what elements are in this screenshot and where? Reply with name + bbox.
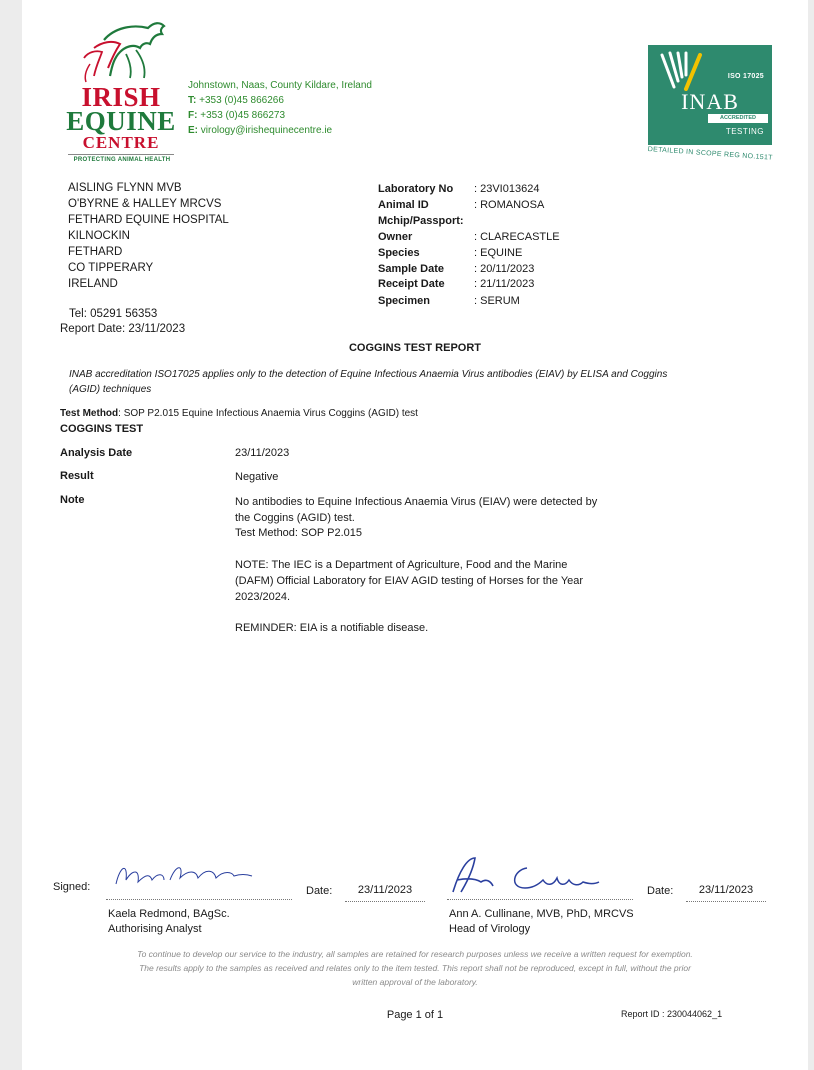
signatory-right-name: Ann A. Cullinane, MVB, PhD, MRCVS xyxy=(449,908,634,920)
address-line: FETHARD xyxy=(68,246,123,258)
contact-tel-row xyxy=(188,93,372,108)
lab-detail-value: : 23VI013624 xyxy=(474,183,540,195)
lab-detail-label: Specimen xyxy=(378,295,430,307)
contact-fax: +353 (0)45 866273 xyxy=(200,110,286,121)
contact-email-row xyxy=(188,123,372,138)
report-date: Report Date: 23/11/2023 xyxy=(60,323,186,335)
lab-detail-value: : ROMANOSA xyxy=(474,199,545,211)
inab-iso-label: ISO 17025 xyxy=(727,73,764,80)
dafm-note-line: NOTE: The IEC is a Department of Agriculture, Food and the Marine xyxy=(235,559,568,571)
disclaimer-line: To continue to develop our service to the industry, all samples are retained for research purposes unless we receive a written request for exemption. xyxy=(137,949,693,959)
test-method-label: Test Method xyxy=(60,408,119,419)
recipient-tel: Tel: 05291 56353 xyxy=(69,308,158,320)
logo-tagline: PROTECTING ANIMAL HEALTH xyxy=(73,157,171,163)
signature-left xyxy=(106,856,292,900)
inab-testing-label: TESTING xyxy=(725,127,764,136)
signed-label: Signed: xyxy=(53,881,91,893)
lab-detail-label: Mchip/Passport: xyxy=(378,215,464,227)
signatory-left-name: Kaela Redmond, BAgSc. xyxy=(108,908,230,920)
lab-detail-row xyxy=(378,277,560,292)
signature-right xyxy=(447,852,633,900)
irish-equine-centre-logo xyxy=(66,18,206,168)
test-method-line xyxy=(60,407,418,421)
result-value: Negative xyxy=(235,471,279,483)
report-id: Report ID : 230044062_1 xyxy=(621,1009,723,1019)
lab-detail-row xyxy=(378,197,560,213)
report-page xyxy=(22,0,808,1070)
contact-tel: +353 (0)45 866266 xyxy=(199,95,284,106)
analysis-date-label: Analysis Date xyxy=(60,447,133,459)
address-line: FETHARD EQUINE HOSPITAL xyxy=(68,214,229,226)
section-title: COGGINS TEST xyxy=(60,423,144,435)
reminder-text: REMINDER: EIA is a notifiable disease. xyxy=(235,622,429,634)
lab-detail-row xyxy=(378,181,560,197)
lab-detail-label: Receipt Date xyxy=(378,278,445,290)
inab-badge-box xyxy=(648,45,772,145)
accreditation-note: INAB accreditation ISO17025 applies only to the detection of Equine Infectious Anaemia Virus antibodies (EIAV) by ELISA and Coggins (AGID) techniques xyxy=(69,369,668,395)
logo-word-irish: IRISH xyxy=(81,82,161,112)
logo-word-equine: EQUINE xyxy=(66,106,176,136)
horse-logo-icon xyxy=(66,18,176,84)
signatory-right xyxy=(449,907,634,937)
logo-divider xyxy=(68,154,174,155)
lab-detail-value: : EQUINE xyxy=(474,247,523,259)
sign-date-right: 23/11/2023 xyxy=(686,883,766,902)
note-text xyxy=(235,495,597,542)
footer-disclaimer xyxy=(22,947,808,989)
disclaimer-line: The results apply to the samples as received and relates only to the item tested. This report shall not be reproduced, except in full, without the prior xyxy=(139,963,691,973)
lab-detail-label: Owner xyxy=(378,231,413,243)
signature-right-icon xyxy=(447,852,633,896)
dafm-note xyxy=(235,557,583,605)
lab-details xyxy=(378,181,560,310)
contact-block xyxy=(188,78,372,138)
contact-fax-row xyxy=(188,108,372,123)
recipient-address xyxy=(68,180,229,292)
dafm-note-line: (DAFM) Official Laboratory for EIAV AGID testing of Horses for the Year xyxy=(235,575,584,587)
date-label-right: Date: xyxy=(647,885,674,897)
address-line: AISLING FLYNN MVB xyxy=(68,182,182,194)
contact-address: Johnstown, Naas, County Kildare, Ireland xyxy=(188,80,372,91)
inab-accredited-label: ACCREDITED xyxy=(708,114,768,123)
lab-detail-value: : SERUM xyxy=(474,295,520,307)
dafm-note-line: 2023/2024. xyxy=(235,591,291,603)
lab-detail-label: Laboratory No xyxy=(378,183,454,195)
lab-detail-row xyxy=(378,261,560,277)
lab-detail-row xyxy=(378,213,560,229)
lab-detail-row xyxy=(378,292,560,310)
address-line: CO TIPPERARY xyxy=(68,262,154,274)
lab-detail-label: Animal ID xyxy=(378,199,429,211)
inab-name: INAB xyxy=(681,89,739,114)
address-line: KILNOCKIN xyxy=(68,230,130,242)
inab-laurel-icon xyxy=(656,51,716,91)
logo-word-centre: CENTRE xyxy=(82,133,160,152)
note-line: the Coggins (AGID) test. xyxy=(235,511,355,524)
date-label-left: Date: xyxy=(306,885,333,897)
lab-detail-label: Species xyxy=(378,247,420,259)
signatory-left-title: Authorising Analyst xyxy=(108,923,202,935)
contact-tel-label: T: xyxy=(188,95,197,106)
report-title: COGGINS TEST REPORT xyxy=(348,342,481,354)
disclaimer-line: written approval of the laboratory. xyxy=(352,977,478,987)
note-line: No antibodies to Equine Infectious Anaemia Virus (EIAV) were detected by xyxy=(235,496,598,508)
analysis-date-value: 23/11/2023 xyxy=(235,447,290,459)
signature-left-icon xyxy=(106,856,292,896)
contact-email-label: E: xyxy=(188,125,198,136)
test-method-value: : SOP P2.015 Equine Infectious Anaemia Virus Coggins (AGID) test xyxy=(118,408,418,419)
inab-scope-label: DETAILED IN SCOPE REG NO.151T xyxy=(647,146,773,162)
inab-accreditation-badge xyxy=(647,45,773,162)
lab-detail-value: : CLARECASTLE xyxy=(474,231,560,243)
signatory-left xyxy=(108,907,230,937)
sign-date-left: 23/11/2023 xyxy=(345,883,425,902)
lab-detail-value: : 21/11/2023 xyxy=(474,278,535,290)
note-label: Note xyxy=(60,494,85,506)
contact-email[interactable]: virology@irishequinecentre.ie xyxy=(200,125,333,136)
lab-detail-row xyxy=(378,245,560,261)
lab-detail-label: Sample Date xyxy=(378,263,445,275)
address-line: O'BYRNE & HALLEY MRCVS xyxy=(68,198,222,210)
page-number: Page 1 of 1 xyxy=(386,1009,444,1021)
result-label: Result xyxy=(60,470,94,482)
note-line: Test Method: SOP P2.015 xyxy=(235,527,362,539)
address-line: IRELAND xyxy=(68,278,118,290)
lab-detail-value: : 20/11/2023 xyxy=(474,263,535,275)
contact-fax-label: F: xyxy=(188,110,198,121)
lab-detail-row xyxy=(378,229,560,245)
signatory-right-title: Head of Virology xyxy=(449,923,531,935)
